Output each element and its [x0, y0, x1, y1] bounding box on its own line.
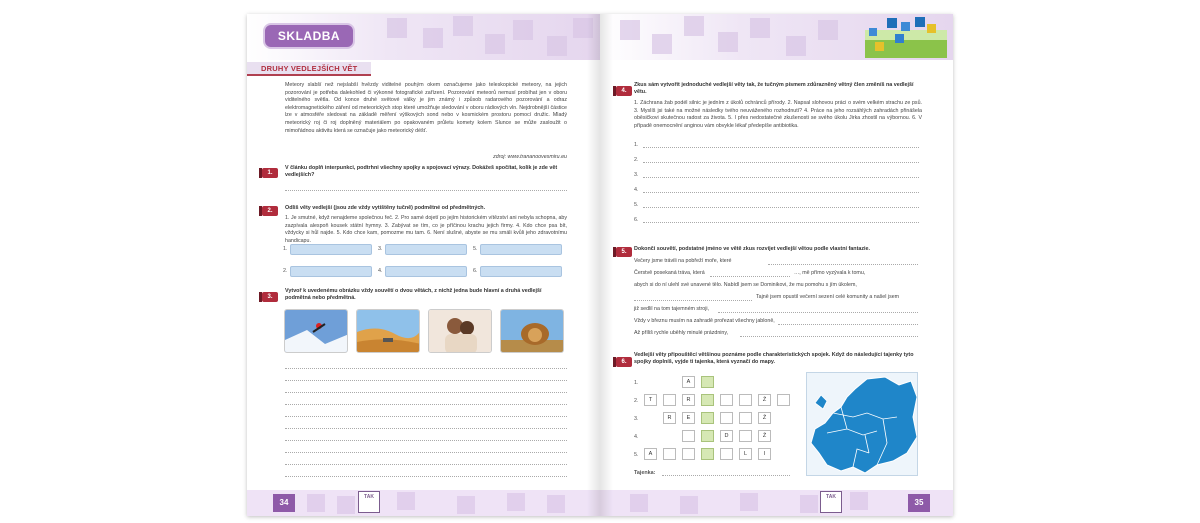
crossword-cell[interactable]: [682, 430, 695, 442]
answer-line[interactable]: [285, 392, 567, 393]
crossword-cell[interactable]: [663, 448, 676, 460]
skier-photo: [284, 309, 348, 353]
task-4-instruction: Zkus sám vytvořit jednoduché vedlejší věty tak, že tučným písmem zdůrazněný větný člen změníš na vedlejší větu.: [634, 82, 914, 96]
task-number-4: 4.: [616, 86, 632, 96]
crossword-cell-solution[interactable]: [701, 394, 714, 406]
task-3-instruction: Vytvoř k uvedenému obrázku vždy souvětí o dvou větách, z nichž jedna bude hlavní a druhá vedlejší podmětná nebo předmětná.: [285, 288, 542, 302]
crossword-cell-solution[interactable]: [701, 412, 714, 424]
task-number-6: 6.: [616, 357, 632, 367]
sentence-stem: již sedlil na tom tajemném stroji,: [634, 306, 710, 312]
answer-line[interactable]: [768, 264, 918, 265]
crossword-cell[interactable]: Ž: [758, 412, 771, 424]
answer-line[interactable]: [643, 192, 919, 193]
puzzle-pieces-icon: [865, 16, 947, 58]
task-number-2: 2.: [262, 206, 278, 216]
answer-label: 5.: [473, 246, 478, 252]
crossword-row-label: 2.: [634, 398, 639, 404]
task-2-instruction: Odliš věty vedlejší (jsou zde vždy vytištěny tučně) podmětné od předmětných.: [285, 205, 486, 211]
answer-line[interactable]: [643, 162, 919, 163]
crossword-cell-solution[interactable]: [701, 376, 714, 388]
sentence-stem: Až příliš rychle uběhly minulé prázdniny,: [634, 330, 729, 336]
answer-box-5[interactable]: [480, 244, 562, 255]
sentence-stem: Večery jsme trávili na pobřeží moře, které: [634, 258, 732, 264]
crossword-cell[interactable]: [777, 394, 790, 406]
crossword-row-label: 5.: [634, 452, 639, 458]
crossword-cell[interactable]: [739, 394, 752, 406]
footer-band: [247, 490, 600, 516]
task-5-instruction: Dokonči souvětí, podstatné jméno ve větě zkus rozvíjet vedlejší větou podle vlastní fantazie.: [634, 246, 871, 252]
answer-line[interactable]: [285, 404, 567, 405]
left-page: [247, 14, 600, 516]
answer-label: 4.: [634, 187, 639, 193]
footer-band: [600, 490, 953, 516]
task-2-sentences: 1. Je smutné, když nenajdeme společnou řeč. 2. Pro samé dojetí po jejím historickém vítězství ani nebyla schopna, aby zazpívala alespoň kousek státní hymny. 3. Zabývat se tím, co je příčinou krachu jejich firmy. 4. Kdo chce psa bít, vždycky si hůl najde. 5. Kdo chce kam, pomozme mu tam. 6. Není slušné, abyste se mu smáli kvůli jeho zdravotnímu handicapu.: [285, 215, 567, 244]
desert-photo: [356, 309, 420, 353]
crossword-cell[interactable]: Ž: [758, 394, 771, 406]
answer-line[interactable]: [643, 177, 919, 178]
lion-photo: [500, 309, 564, 353]
open-textbook: [247, 14, 953, 516]
task-4-sentences: 1. Záchrana žab podél silnic je jedním z úkolů ochránců přírody. 2. Napsal slohovou práci o svém velkém strachu ze psů. 3. Myslíš jsi také na možné následky tvého neuváženého rozhodnutí? 4. Práce na jeho rozsáhlých zahradách přinášela oběsičkovi skutečnou radost za života. 5. I přes nedostatečné zkušenosti se svého úkolu Jirka zhostil na výbornou. 6. V případě onemocnění anginou vám obvykle lékař předepíše antibiotika.: [634, 100, 922, 129]
sentence-stem: abych si do ní ulehl své unavené tělo. Nabídl jsem se Dominikovi, že mu pomohu s jím úkolem,: [634, 282, 857, 288]
page-number: 35: [908, 494, 930, 512]
tajenka-answer-line[interactable]: [662, 475, 790, 476]
europe-map[interactable]: [806, 372, 918, 476]
task-6-instruction: Vedlejší věty připouštěcí většinou poznáme podle charakteristických spojek. Když do následující tajenky tyto spojky doplníš, vyjde ti tajenka, která vyznačí do mapy.: [634, 352, 914, 366]
sentence-stem: Čerstvě posekaná tráva, která: [634, 270, 705, 276]
answer-line[interactable]: [643, 147, 919, 148]
crossword-row-label: 3.: [634, 416, 639, 422]
sentence-stem: Vždy v březnu musím na zahradě prořezat všechny jabloně,: [634, 318, 775, 324]
answer-line[interactable]: [778, 324, 918, 325]
answer-label: 3.: [378, 246, 383, 252]
answer-line[interactable]: [285, 476, 567, 477]
task-number-5: 5.: [616, 247, 632, 257]
answer-label: 6.: [634, 217, 639, 223]
answer-label: 3.: [634, 172, 639, 178]
answer-label: 4.: [378, 268, 383, 274]
answer-box-1[interactable]: [290, 244, 372, 255]
answer-box-4[interactable]: [385, 266, 467, 277]
crossword-cell-solution[interactable]: [701, 448, 714, 460]
answer-line[interactable]: [634, 300, 752, 301]
crossword-row-label: 4.: [634, 434, 639, 440]
task-number-3: 3.: [262, 292, 278, 302]
task-number-1: 1.: [262, 168, 278, 178]
crossword-cell[interactable]: [663, 394, 676, 406]
crossword-cell[interactable]: A: [644, 448, 657, 460]
answer-box-6[interactable]: [480, 266, 562, 277]
crossword-cell[interactable]: T: [644, 394, 657, 406]
tak-logo: TAK: [358, 491, 380, 513]
answer-box-3[interactable]: [385, 244, 467, 255]
crossword-cell[interactable]: I: [758, 448, 771, 460]
crossword-cell[interactable]: Ž: [758, 430, 771, 442]
crossword-cell-solution[interactable]: [701, 430, 714, 442]
sentence-stem: …, mě přímo vyzývala k tomu,: [794, 270, 866, 276]
crossword-cell[interactable]: A: [682, 376, 695, 388]
answer-line[interactable]: [285, 190, 567, 191]
answer-box-2[interactable]: [290, 266, 372, 277]
crossword-cell[interactable]: [720, 412, 733, 424]
crossword-cell[interactable]: E: [682, 412, 695, 424]
answer-label: 1.: [283, 246, 288, 252]
crossword-cell[interactable]: R: [682, 394, 695, 406]
answer-line[interactable]: [710, 276, 790, 277]
answer-line[interactable]: [740, 336, 918, 337]
answer-line[interactable]: [285, 368, 567, 369]
crossword-cell[interactable]: [739, 430, 752, 442]
answer-label: 2.: [634, 157, 639, 163]
crossword-cell[interactable]: R: [663, 412, 676, 424]
crossword-cell[interactable]: [720, 448, 733, 460]
article-text: Meteory slabší než nejslabší hvězdy viditelné pouhým okem označujeme jako teleskopické meteory, na jejich pozorování je potřeba dalekohled či výkonné fotografické zařízení. Pozorování meteorů nemusí probíhat jen v oboru viditelného světla. Od konce druhé světové války je jim známý i způsob radarového pozorování a odraz elektromagnetického záření od meteorických stop které umožňuje sledování v oboru rádiových vln. Nejdrobnější částice lze v atmosféře sledovat na základě měření výškových sond nebo v kosmickém prostoru pomocí družic. Mladý meteorický roj či roj doplněný materiálem po opakovaném průletu komety kolem Slunce se může zasloužit o mimořádnou aktivitu která se označuje jako meteorický déšť.: [285, 82, 567, 134]
page-number: 34: [273, 494, 295, 512]
right-page: [600, 14, 953, 516]
section-title: DRUHY VEDLEJŠÍCH VĚT: [247, 62, 371, 76]
answer-line[interactable]: [285, 428, 567, 429]
chapter-title: SKLADBA: [263, 23, 355, 49]
answer-line[interactable]: [285, 464, 567, 465]
answer-label: 6.: [473, 268, 478, 274]
crossword-cell[interactable]: [682, 448, 695, 460]
crossword-cell[interactable]: L: [739, 448, 752, 460]
answer-line[interactable]: [643, 222, 919, 223]
answer-line[interactable]: [285, 416, 567, 417]
hugging-couple-photo: [428, 309, 492, 353]
answer-line[interactable]: [285, 440, 567, 441]
answer-label: 2.: [283, 268, 288, 274]
task-1-instruction: V článku doplň interpunkci, podtrhni všechny spojky a spojovací výrazy. Dokážeš spočítat, kolik je zde vět vedlejších?: [285, 165, 558, 179]
crossword-cell[interactable]: [739, 412, 752, 424]
answer-line[interactable]: [718, 312, 918, 313]
crossword-row-label: 1.: [634, 380, 639, 386]
article-source: zdroj: www.trananoovesmiru.eu: [493, 154, 567, 160]
answer-line[interactable]: [285, 452, 567, 453]
crossword-cell[interactable]: D: [720, 430, 733, 442]
answer-line[interactable]: [643, 207, 919, 208]
answer-label: 1.: [634, 142, 639, 148]
sentence-stem: Tajně jsem opustil večerní sezení celé komunity a našel jsem: [756, 294, 900, 300]
crossword-cell[interactable]: [720, 394, 733, 406]
tajenka-label: Tajenka:: [634, 470, 656, 476]
answer-line[interactable]: [285, 380, 567, 381]
answer-label: 5.: [634, 202, 639, 208]
tak-logo: TAK: [820, 491, 842, 513]
